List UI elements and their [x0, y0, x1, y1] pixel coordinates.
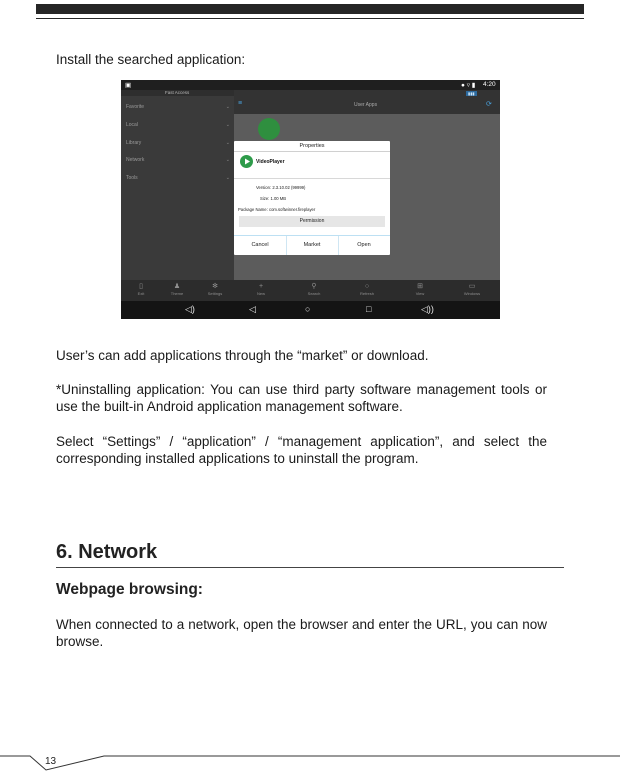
toolbar-label: New — [256, 291, 265, 296]
version-row — [256, 185, 305, 190]
toolbar-label: Theme — [170, 291, 184, 296]
menu-icon[interactable]: ≡ — [238, 100, 243, 107]
permission-button[interactable]: Permission — [239, 216, 385, 227]
paragraph-uninstall: *Uninstalling application: You can use third party software management tools or use the built-in Android application management software. — [56, 382, 547, 414]
shirt-icon: ♟ — [173, 283, 181, 290]
section-heading: 6. Network — [56, 541, 158, 563]
toolbar-label: View — [415, 291, 425, 296]
intro-text: Install the searched application: — [56, 52, 246, 67]
toolbar-label: Windows — [463, 291, 481, 296]
package-value: com.softwinner.fireplayer — [268, 207, 316, 212]
notification-icon: ▣ — [125, 82, 132, 89]
sidebar-item-label: Local — [126, 122, 138, 128]
footer-line — [0, 748, 620, 773]
sidebar-item-tools[interactable] — [126, 175, 230, 181]
toolbar-label: Exit — [137, 291, 145, 296]
sidebar-item-favorite[interactable] — [126, 104, 230, 110]
sidebar-item-label: Network — [126, 157, 145, 163]
sidebar-title: Fast Access — [165, 90, 190, 95]
windows-button[interactable] — [452, 283, 492, 297]
paragraph-market: User’s can add applications through the “market” or download. — [56, 348, 429, 363]
sidebar-header — [121, 90, 234, 96]
package-label: Package Name: — [238, 207, 268, 212]
home-icon[interactable]: ○ — [305, 304, 311, 314]
chevron-down-icon: ⌄ — [225, 104, 230, 110]
version-label: Version: — [256, 185, 272, 190]
search-icon: ⚲ — [311, 283, 317, 290]
page-number: 13 — [45, 756, 57, 767]
app-screenshot — [121, 80, 500, 319]
paragraph-settings: Select “Settings” / “application” / “management application”, and select the corresponding installed applications to uninstall the program. — [56, 434, 547, 466]
paragraph-browse: When connected to a network, open the browser and enter the URL, you can now browse. — [56, 617, 547, 649]
sidebar-item-label: Favorite — [126, 104, 145, 110]
theme-button[interactable] — [157, 283, 197, 297]
recents-icon[interactable]: □ — [366, 304, 372, 314]
volume-down-icon[interactable]: ◁) — [185, 304, 195, 314]
section-rule — [56, 567, 564, 568]
package-row — [238, 207, 315, 212]
android-nav-bar — [121, 301, 500, 319]
sidebar — [121, 90, 234, 280]
divider — [234, 178, 390, 179]
play-icon — [240, 155, 253, 168]
sidebar-item-label: Tools — [126, 175, 138, 181]
windows-icon: ▭ — [468, 283, 476, 290]
volume-up-icon[interactable]: ◁)) — [421, 304, 434, 314]
gear-icon: ✻ — [212, 283, 218, 290]
toolbar-label: Search — [307, 291, 321, 296]
status-icons: ● ▿ ▮ — [461, 82, 476, 89]
chevron-down-icon: ⌄ — [225, 175, 230, 181]
header-rule — [36, 18, 584, 19]
open-button[interactable]: Open — [357, 242, 371, 248]
chevron-down-icon: ⌄ — [225, 122, 230, 128]
grid-icon: ⊞ — [417, 283, 423, 290]
bottom-toolbar — [121, 280, 500, 301]
size-value: 1.00 MB — [270, 196, 287, 201]
clock: 4:20 — [483, 81, 496, 88]
app-name: VideoPlayer — [256, 159, 285, 165]
sidebar-item-local[interactable] — [126, 122, 230, 128]
chevron-down-icon: ⌄ — [225, 157, 230, 163]
refresh-button[interactable] — [347, 283, 387, 297]
toolbar-label: Settings — [207, 291, 223, 296]
dialog-title: Properties — [234, 141, 390, 152]
exit-icon: ▯ — [139, 283, 143, 290]
size-row — [260, 196, 286, 201]
view-button[interactable] — [400, 283, 440, 297]
sidebar-item-library[interactable] — [126, 140, 230, 146]
refresh-icon: ○ — [364, 283, 370, 290]
refresh-icon[interactable]: ⟳ — [486, 101, 492, 108]
settings-button[interactable] — [195, 283, 235, 297]
plus-icon: + — [258, 283, 264, 290]
new-button[interactable] — [241, 283, 281, 297]
market-button[interactable]: Market — [303, 242, 321, 248]
size-label: Size: — [260, 196, 270, 201]
videoplayer-icon[interactable] — [258, 118, 280, 140]
status-bar — [121, 80, 500, 90]
sidebar-item-network[interactable] — [126, 157, 230, 163]
back-icon[interactable]: ◁ — [249, 304, 256, 314]
sub-heading: Webpage browsing: — [56, 581, 203, 598]
exit-button[interactable] — [121, 283, 161, 297]
version-value: 2.3.10.02 (99999) — [272, 185, 306, 190]
search-button[interactable] — [294, 283, 334, 297]
chevron-down-icon: ⌄ — [225, 140, 230, 146]
main-title: User Apps — [354, 102, 378, 108]
tab-indicator: ▮▮▮ — [468, 91, 475, 96]
toolbar-label: Refresh — [359, 291, 374, 296]
sidebar-item-label: Library — [126, 140, 142, 146]
header-bar — [36, 4, 584, 14]
main-header — [234, 90, 500, 114]
cancel-button[interactable]: Cancel — [251, 242, 269, 248]
properties-dialog — [234, 141, 390, 255]
